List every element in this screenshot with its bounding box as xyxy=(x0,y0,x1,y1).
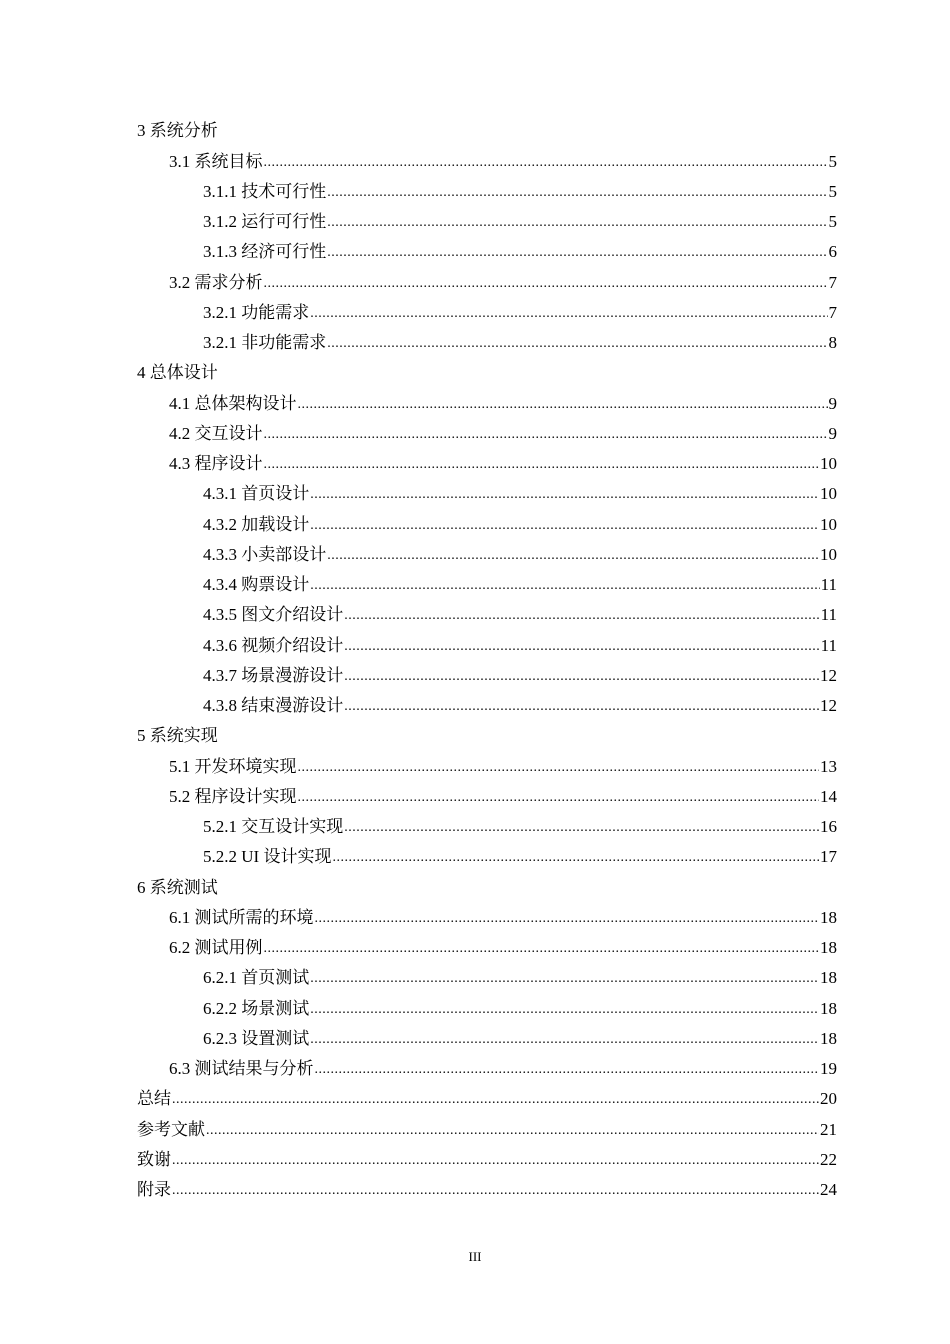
toc-entry[interactable] xyxy=(137,233,837,263)
toc-entry[interactable] xyxy=(137,959,837,989)
toc-leader-dots xyxy=(310,1000,819,1020)
toc-entry[interactable] xyxy=(137,808,837,838)
toc-entry-label: 6.2 测试用例 xyxy=(169,938,263,957)
toc-entry-label: 附录 xyxy=(137,1180,171,1199)
toc-entry-page: 10 xyxy=(820,454,837,473)
toc-entry-label: 4.3.1 首页设计 xyxy=(203,484,310,504)
toc-entry-label: 总结 xyxy=(137,1089,171,1109)
toc-entry[interactable] xyxy=(137,1171,837,1201)
toc-entry-label: 致谢 xyxy=(137,1149,171,1169)
toc-entry-page: 17 xyxy=(820,847,837,867)
toc-entry-label: 3.2 需求分析 xyxy=(169,272,263,292)
toc-entry-label: 3.2.1 非功能需求 xyxy=(203,333,327,352)
toc-entry-label: 5.2 程序设计实现 xyxy=(169,786,297,806)
toc-leader-dots xyxy=(344,606,819,626)
toc-entry-page: 18 xyxy=(820,998,837,1018)
toc-entry[interactable] xyxy=(137,324,837,354)
toc-entry-label: 4 总体设计 xyxy=(137,363,218,383)
toc-entry-page: 5 xyxy=(828,181,837,201)
toc-entry[interactable] xyxy=(137,1020,837,1050)
toc-leader-dots xyxy=(172,1151,819,1171)
toc-entry-page: 5 xyxy=(828,151,837,171)
toc-entry-page: 11 xyxy=(820,605,837,625)
toc-entry[interactable] xyxy=(137,899,837,929)
toc-entry-page: 18 xyxy=(820,1028,837,1048)
toc-entry-label: 6.3 测试结果与分析 xyxy=(169,1059,314,1078)
toc-leader-dots xyxy=(264,939,820,959)
toc-entry[interactable] xyxy=(137,989,837,1019)
toc-entry-page: 18 xyxy=(820,907,837,927)
toc-entry[interactable] xyxy=(137,536,837,566)
toc-entry-label: 4.3 程序设计 xyxy=(169,454,263,473)
table-of-contents xyxy=(137,112,837,1201)
toc-entry[interactable] xyxy=(137,173,837,203)
toc-entry-page: 8 xyxy=(828,333,837,352)
toc-entry-page: 22 xyxy=(820,1149,837,1169)
toc-leader-dots xyxy=(327,546,819,566)
toc-entry-page: 18 xyxy=(820,938,837,957)
toc-entry-label: 4.3.4 购票设计 xyxy=(203,575,310,594)
toc-leader-dots xyxy=(327,183,827,203)
toc-entry-page: 10 xyxy=(820,514,837,534)
toc-leader-dots xyxy=(315,909,820,929)
toc-entry[interactable] xyxy=(137,838,837,868)
toc-leader-dots xyxy=(298,758,820,778)
toc-entry-page: 10 xyxy=(820,484,837,504)
toc-entry[interactable] xyxy=(137,687,837,717)
toc-entry-label: 5.2.1 交互设计实现 xyxy=(203,817,344,836)
toc-entry-label: 4.2 交互设计 xyxy=(169,423,263,443)
toc-entry-label: 3 系统分析 xyxy=(137,121,218,141)
toc-leader-dots xyxy=(344,637,819,657)
toc-leader-dots xyxy=(172,1181,819,1201)
toc-leader-dots xyxy=(310,485,819,505)
toc-entry-label: 3.1 系统目标 xyxy=(169,151,263,171)
toc-entry-label: 4.3.2 加载设计 xyxy=(203,514,310,534)
toc-leader-dots xyxy=(310,576,819,596)
toc-entry-label: 4.3.7 场景漫游设计 xyxy=(203,665,344,685)
toc-entry[interactable] xyxy=(137,203,837,233)
toc-entry-label: 4.3.5 图文介绍设计 xyxy=(203,605,344,625)
toc-entry[interactable] xyxy=(137,475,837,505)
toc-entry-page: 6 xyxy=(828,242,837,262)
toc-leader-dots xyxy=(264,153,828,173)
toc-entry[interactable] xyxy=(137,596,837,626)
toc-leader-dots xyxy=(298,395,828,415)
toc-entry-page: 7 xyxy=(828,302,837,322)
toc-leader-dots xyxy=(264,274,828,294)
toc-entry[interactable] xyxy=(137,929,837,959)
toc-entry-page: 21 xyxy=(820,1119,837,1139)
toc-entry-page: 9 xyxy=(828,393,837,413)
toc-entry-page: 20 xyxy=(820,1089,837,1109)
toc-leader-dots xyxy=(264,425,828,445)
toc-entry-label: 6.1 测试所需的环境 xyxy=(169,907,314,927)
toc-leader-dots xyxy=(310,304,827,324)
toc-entry-page: 13 xyxy=(820,756,837,776)
toc-leader-dots xyxy=(298,788,820,808)
toc-entry-page: 5 xyxy=(828,212,837,231)
toc-entry-page: 16 xyxy=(820,817,837,836)
toc-entry-label: 5.2.2 UI 设计实现 xyxy=(203,847,332,867)
toc-entry[interactable] xyxy=(137,778,837,808)
toc-entry-page: 18 xyxy=(820,968,837,988)
toc-leader-dots xyxy=(327,334,827,354)
toc-entry-label: 3.1.1 技术可行性 xyxy=(203,181,327,201)
toc-entry-page: 14 xyxy=(820,786,837,806)
toc-leader-dots xyxy=(172,1090,819,1110)
toc-entry-page: 11 xyxy=(820,635,837,655)
toc-entry-label: 参考文献 xyxy=(137,1119,205,1139)
toc-entry[interactable] xyxy=(137,505,837,535)
toc-leader-dots xyxy=(310,1030,819,1050)
toc-leader-dots xyxy=(327,243,827,263)
toc-entry-label: 4.3.8 结束漫游设计 xyxy=(203,696,344,715)
toc-leader-dots xyxy=(327,213,827,233)
toc-leader-dots xyxy=(264,455,820,475)
toc-entry-label: 5.1 开发环境实现 xyxy=(169,756,297,776)
toc-entry-page: 9 xyxy=(828,423,837,443)
toc-entry[interactable] xyxy=(137,445,837,475)
toc-entry[interactable] xyxy=(137,657,837,687)
toc-entry-page: 7 xyxy=(828,272,837,292)
toc-entry[interactable] xyxy=(137,1110,837,1140)
toc-entry[interactable] xyxy=(137,868,837,898)
toc-entry[interactable] xyxy=(137,1050,837,1080)
toc-entry[interactable] xyxy=(137,1080,837,1110)
toc-entry-label: 3.1.2 运行可行性 xyxy=(203,212,327,231)
toc-entry-page: 12 xyxy=(820,665,837,685)
toc-entry[interactable] xyxy=(137,415,837,445)
toc-entry[interactable] xyxy=(137,263,837,293)
toc-entry-page: 12 xyxy=(820,696,837,715)
toc-entry-label: 4.3.6 视频介绍设计 xyxy=(203,635,344,655)
toc-entry[interactable] xyxy=(137,626,837,656)
toc-entry-page: 11 xyxy=(820,575,837,594)
toc-leader-dots xyxy=(310,969,819,989)
toc-entry[interactable] xyxy=(137,566,837,596)
toc-leader-dots xyxy=(344,818,819,838)
toc-entry-label: 3.1.3 经济可行性 xyxy=(203,242,327,262)
toc-entry[interactable] xyxy=(137,717,837,747)
toc-entry-page: 19 xyxy=(820,1059,837,1078)
toc-entry-label: 6.2.1 首页测试 xyxy=(203,968,310,988)
toc-entry[interactable] xyxy=(137,142,837,172)
toc-entry-label: 4.3.3 小卖部设计 xyxy=(203,544,327,564)
toc-entry-label: 6.2.2 场景测试 xyxy=(203,998,310,1018)
toc-entry-label: 4.1 总体架构设计 xyxy=(169,393,297,413)
toc-entry-page: 24 xyxy=(820,1180,837,1199)
toc-entry[interactable] xyxy=(137,747,837,777)
toc-entry-label: 6 系统测试 xyxy=(137,877,218,897)
toc-entry[interactable] xyxy=(137,1141,837,1171)
toc-entry-label: 6.2.3 设置测试 xyxy=(203,1028,310,1048)
toc-entry[interactable] xyxy=(137,354,837,384)
toc-leader-dots xyxy=(344,697,819,717)
toc-entry-page: 10 xyxy=(820,544,837,564)
toc-entry-label: 3.2.1 功能需求 xyxy=(203,302,310,322)
toc-entry[interactable] xyxy=(137,112,837,142)
toc-leader-dots xyxy=(332,848,819,868)
toc-entry[interactable] xyxy=(137,384,837,414)
toc-entry[interactable] xyxy=(137,294,837,324)
toc-leader-dots xyxy=(206,1121,819,1141)
page-number: III xyxy=(468,1249,482,1264)
toc-leader-dots xyxy=(310,516,819,536)
toc-leader-dots xyxy=(315,1060,820,1080)
toc-leader-dots xyxy=(344,667,819,687)
toc-entry-label: 5 系统实现 xyxy=(137,726,218,746)
